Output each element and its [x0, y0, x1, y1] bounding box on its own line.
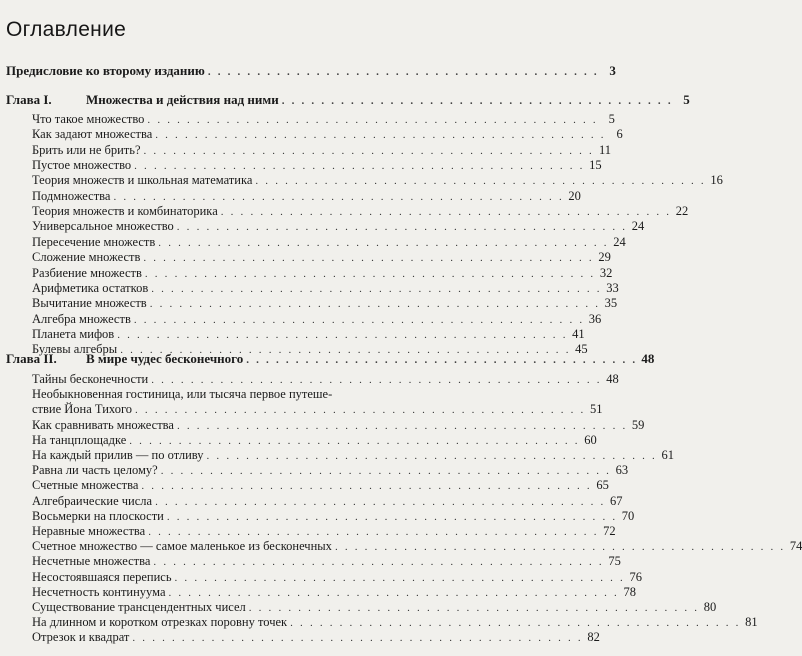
- leader-dots: . . . . . . . . . . . . . . . . . . . . . . . . . . . . . . . . . . . . . . . . . . . . . .: [135, 404, 586, 417]
- toc-entry-label: Алгебра множеств: [32, 311, 131, 326]
- toc-entry-label: Теория множеств и школьная математика: [32, 173, 253, 188]
- toc-entry[interactable]: [0, 173, 723, 188]
- toc-entry-label: Существование трансцендентных чисел: [32, 600, 246, 614]
- toc-entry-label: Вычитание множеств: [32, 296, 147, 311]
- toc-entry[interactable]: [0, 296, 618, 311]
- toc-entry[interactable]: [0, 478, 609, 493]
- toc-entry[interactable]: [0, 112, 615, 127]
- toc-entry-label: Алгебраические числа: [32, 493, 153, 508]
- page-title: Оглавление: [6, 18, 127, 41]
- toc-entry-page: 15: [589, 158, 602, 173]
- toc-chapter-2[interactable]: [0, 351, 655, 367]
- toc-entry-page: 82: [587, 630, 600, 645]
- toc-entry[interactable]: [0, 524, 616, 539]
- leader-dots: . . . . . . . . . . . . . . . . . . . . . . . . . . . . . . . . . . . . . . . . . . . . . .: [117, 328, 568, 341]
- toc-entry-label: Отрезок и квадрат: [32, 630, 130, 645]
- leader-dots: . . . . . . . . . . . . . . . . . . . . . . . . . . . . . . . . . . . . . . . . . . . . . .: [149, 298, 601, 311]
- toc-entry-label: ствие Йона Тихого: [32, 402, 133, 417]
- toc-entry[interactable]: [0, 539, 802, 554]
- toc-chapter-heading: [0, 352, 243, 366]
- chapter-number: Глава I.: [6, 92, 52, 107]
- toc-entry[interactable]: [0, 600, 717, 615]
- toc-entry[interactable]: [0, 493, 623, 509]
- toc-entry-label: Восьмерки на плоскости: [32, 508, 164, 523]
- toc-entry-page: 41: [572, 326, 585, 341]
- toc-entry[interactable]: [0, 158, 602, 173]
- chapter-title: В мире чудес бесконечного: [86, 351, 244, 366]
- toc-entry-page: 59: [631, 417, 645, 432]
- toc-entry-page: 45: [575, 342, 588, 357]
- toc-entry[interactable]: [0, 463, 629, 478]
- toc-entry[interactable]: [0, 417, 645, 433]
- toc-entry[interactable]: [0, 127, 623, 142]
- toc-entry-label: Неравные множества: [32, 524, 146, 538]
- leader-dots: . . . . . . . . . . . . . . . . . . . . . . . . . . . . . . . . . . . . . . . . . . . . . .: [155, 495, 606, 508]
- toc-entry[interactable]: [0, 402, 603, 417]
- toc-entry-page: 20: [568, 188, 581, 203]
- toc-entry-label: Что такое множество: [32, 112, 145, 126]
- toc-entry-label: Счетное множество — самое маленькое из бесконечных: [32, 539, 332, 554]
- toc-entry-page: 78: [623, 584, 636, 599]
- toc-entry[interactable]: [0, 584, 636, 600]
- leader-dots: . . . . . . . . . . . . . . . . . . . . . . . . . . . . . . . . . . . . . . . . . . . . . .: [174, 571, 625, 584]
- leader-dots: . . . . . . . . . . . . . . . . . . . . . . . . . . . . . . . . . . . . . . . . . . . . . .: [220, 206, 672, 219]
- toc-entry[interactable]: [0, 142, 611, 158]
- toc-entry-label: На каждый прилив — по отливу: [32, 448, 204, 462]
- toc-entry[interactable]: [0, 188, 581, 204]
- toc-entry-label: Счетные множества: [32, 478, 139, 493]
- toc-entry-label: Равна ли часть целому?: [32, 463, 158, 478]
- toc-entry-page: 24: [631, 219, 645, 234]
- toc-entry-page: 74: [789, 539, 802, 554]
- leader-dots: . . . . . . . . . . . . . . . . . . . . . . . . . . . . . . . . . . . . . . . . . . . . . .: [134, 160, 585, 173]
- leader-dots: . . . . . . . . . . . . . . . . . . . . . . . . . . . . . . . . . . . . . . . . . . . . . .: [144, 267, 596, 280]
- toc-entry-page: 80: [703, 600, 717, 614]
- toc-entry-label: На длинном и коротком отрезках поровну точек: [32, 615, 288, 630]
- leader-dots: . . . . . . . . . . . . . . . . . . . . . . . . . . . . . . . . . . . . . . . . . . . . . .: [129, 434, 580, 447]
- toc-entry-label-line1: Необыкновенная гостиница, или тысяча первое путеше-: [32, 387, 333, 402]
- leader-dots: . . . . . . . . . . . . . . . . . . . . . . . . . . . . . . . . . . . . . . . . . . . . . .: [147, 114, 598, 126]
- leader-dots: . . . . . . . . . . . . . . . . . . . . . . . . . . . . . . . . . . . . . . . . . . . . . .: [153, 556, 604, 569]
- toc-entry-label: Сложение множеств: [32, 250, 141, 265]
- toc-entry-page: 6: [616, 127, 623, 142]
- toc-entry-page: 33: [606, 280, 619, 295]
- toc-entry[interactable]: [0, 630, 600, 645]
- toc-entry-preface[interactable]: [0, 63, 616, 79]
- toc-entry-label: Тайны бесконечности: [32, 372, 149, 386]
- leader-dots: . . . . . . . . . . . . . . . . . . . . . . . . . . . . . . . . . . . . . . . . . . . . . .: [176, 221, 628, 234]
- leader-dots: . . . . . . . . . . . . . . . . . . . . . . . . . . . . . . . . . . . . . . . . . . . . . .: [334, 541, 786, 554]
- chapter-title: Множества и действия над ними: [86, 92, 279, 107]
- toc-entry-label: Пересечение множеств: [32, 234, 156, 249]
- toc-entry-label: Теория множеств и комбинаторика: [32, 204, 218, 219]
- toc-entry-page: 5: [608, 112, 615, 126]
- toc-entry-page: 48: [606, 372, 619, 386]
- toc-chapter-1[interactable]: [0, 92, 690, 108]
- toc-entry-page: 36: [588, 311, 602, 326]
- toc-entry-label: Подмножества: [32, 188, 111, 203]
- leader-dots: . . . . . . . . . . . . . . . . . . . . . . . . . . . . . . . . . . . . . . . . . . . . . .: [151, 282, 602, 295]
- toc-entry-page: 70: [621, 508, 635, 523]
- toc-entry-page: 63: [615, 463, 629, 478]
- chapter-number: Глава II.: [6, 351, 57, 366]
- toc-entry[interactable]: [0, 234, 626, 250]
- toc-entry-label: Как задают множества: [32, 127, 153, 142]
- toc-entry-page: 60: [584, 432, 597, 447]
- toc-entry-label: Пустое множество: [32, 158, 132, 173]
- leader-dots: . . . . . . . . . . . . . . . . . . . . . . . . . . . . . . . . . . . . . . . . . . . . . .: [290, 617, 741, 630]
- leader-dots: . . . . . . . . . . . . . . . . . . . . . . . . . . . . . . . . . . . . . . . . . . . . . .: [206, 450, 657, 462]
- toc-entry[interactable]: [0, 448, 674, 463]
- leader-dots: . . . . . . . . . . . . . . . . . . . . . . . . . . . . . . . . . . . . . . . .: [246, 354, 638, 366]
- toc-entry-page: 11: [598, 142, 611, 157]
- toc-entry[interactable]: [0, 219, 645, 234]
- toc-entry[interactable]: [0, 554, 621, 569]
- leader-dots: . . . . . . . . . . . . . . . . . . . . . . . . . . . . . . . . . . . . . . . . . . . . . .: [248, 602, 700, 614]
- leader-dots: . . . . . . . . . . . . . . . . . . . . . . . . . . . . . . . . . . . . . . . . . . . . . .: [148, 526, 599, 538]
- leader-dots: . . . . . . . . . . . . . . . . . . . . . . . . . . . . . . . . . . . . . . . . . . . . . .: [141, 480, 592, 493]
- toc-entry[interactable]: [0, 311, 602, 327]
- leader-dots: . . . . . . . . . . . . . . . . . . . . . . . . . . . . . . . . . . . . . . . . . . . . . .: [158, 236, 609, 249]
- toc-entry-page: 81: [745, 615, 758, 630]
- toc-entry-page: 75: [608, 554, 621, 569]
- toc-entry-page: 35: [604, 296, 618, 311]
- toc-entry-page: 76: [629, 569, 642, 584]
- toc-entry-page: 51: [589, 402, 603, 417]
- toc-entry-label: Булевы алгебры: [32, 342, 118, 357]
- toc-entry[interactable]: [0, 326, 585, 342]
- toc-entry[interactable]: [0, 372, 619, 387]
- toc-entry[interactable]: [0, 432, 597, 448]
- toc-entry-label: Несчетность континуума: [32, 584, 166, 599]
- leader-dots: . . . . . . . . . . . . . . . . . . . . . . . . . . . . . . . . . . . . . . . . . . . . . .: [255, 175, 706, 188]
- toc-entry-page: 67: [610, 493, 623, 508]
- toc-entry-page: 29: [598, 250, 611, 265]
- toc-entry-page: 72: [603, 524, 616, 538]
- toc-entry[interactable]: [0, 508, 635, 524]
- leader-dots: . . . . . . . . . . . . . . . . . . . . . . . . . . . . . . . . . . . . . . . . . . . . . .: [151, 374, 602, 386]
- leader-dots: . . . . . . . . . . . . . . . . . . . . . . . . . . . . . . . . . . . . . . . . . . . . . .: [155, 129, 606, 142]
- leader-dots: . . . . . . . . . . . . . . . . . . . . . . . . . . . . . . . . . . . . . . . . . . . . . .: [120, 344, 571, 357]
- leader-dots: . . . . . . . . . . . . . . . . . . . . . . . . . . . . . . . . . . . . . . . . . . . . . .: [176, 419, 628, 432]
- toc-entry[interactable]: [0, 250, 611, 265]
- leader-dots: . . . . . . . . . . . . . . . . . . . . . . . . . . . . . . . . . . . . . . . . . . . . . .: [133, 313, 585, 326]
- toc-entry-page: 16: [710, 173, 723, 188]
- toc-entry[interactable]: [0, 204, 689, 219]
- toc-entry-page: 61: [661, 448, 674, 462]
- leader-dots: . . . . . . . . . . . . . . . . . . . . . . . . . . . . . . . . . . . . . . . . . . . . . .: [113, 190, 564, 203]
- toc-entry-label: Брить или не брить?: [32, 142, 141, 157]
- toc-entry-label: Арифметика остатков: [32, 280, 149, 295]
- leader-dots: . . . . . . . . . . . . . . . . . . . . . . . . . . . . . . . . . . . . . . . . . . . . . .: [160, 465, 612, 478]
- toc-entry-label: Несостоявшаяся перепись: [32, 569, 172, 584]
- leader-dots: . . . . . . . . . . . . . . . . . . . . . . . . . . . . . . . . . . . . . . . . . . . . . .: [132, 632, 583, 645]
- leader-dots: . . . . . . . . . . . . . . . . . . . . . . . . . . . . . . . . . . . . . . . .: [281, 95, 673, 107]
- toc-entry-label: Разбиение множеств: [32, 265, 142, 280]
- toc-entry[interactable]: [0, 280, 619, 296]
- toc-entry-label: Универсальное множество: [32, 219, 174, 234]
- toc-entry-label: На танцплощадке: [32, 432, 127, 447]
- toc-entry-label: Планета мифов: [32, 326, 115, 341]
- toc-entry-page: 22: [675, 204, 689, 219]
- leader-dots: . . . . . . . . . . . . . . . . . . . . . . . . . . . . . . . . . . . . . . . . . . . . . .: [143, 252, 594, 265]
- toc-entry[interactable]: [0, 615, 758, 630]
- leader-dots: . . . . . . . . . . . . . . . . . . . . . . . . . . . . . . . . . . . . . . . .: [207, 66, 599, 78]
- toc-entry-label: Предисловие ко второму изданию: [6, 63, 205, 78]
- toc-entry[interactable]: [0, 569, 642, 585]
- leader-dots: . . . . . . . . . . . . . . . . . . . . . . . . . . . . . . . . . . . . . . . . . . . . . .: [166, 510, 618, 523]
- toc-chapter-heading: [0, 93, 279, 107]
- toc-entry-label: Как сравнивать множества: [32, 417, 174, 432]
- toc-entry-page: 32: [599, 265, 613, 280]
- toc-entry-page: 48: [641, 351, 655, 366]
- toc-entry-page: 5: [683, 92, 690, 107]
- toc-entry-page: 65: [596, 478, 609, 493]
- toc-entry[interactable]: [0, 265, 613, 281]
- leader-dots: . . . . . . . . . . . . . . . . . . . . . . . . . . . . . . . . . . . . . . . . . . . . . .: [168, 586, 619, 599]
- toc-entry-label: Несчетные множества: [32, 554, 151, 569]
- toc-entry-page: 24: [613, 234, 626, 249]
- toc-entry-page: 3: [609, 63, 616, 78]
- leader-dots: . . . . . . . . . . . . . . . . . . . . . . . . . . . . . . . . . . . . . . . . . . . . . .: [143, 144, 594, 157]
